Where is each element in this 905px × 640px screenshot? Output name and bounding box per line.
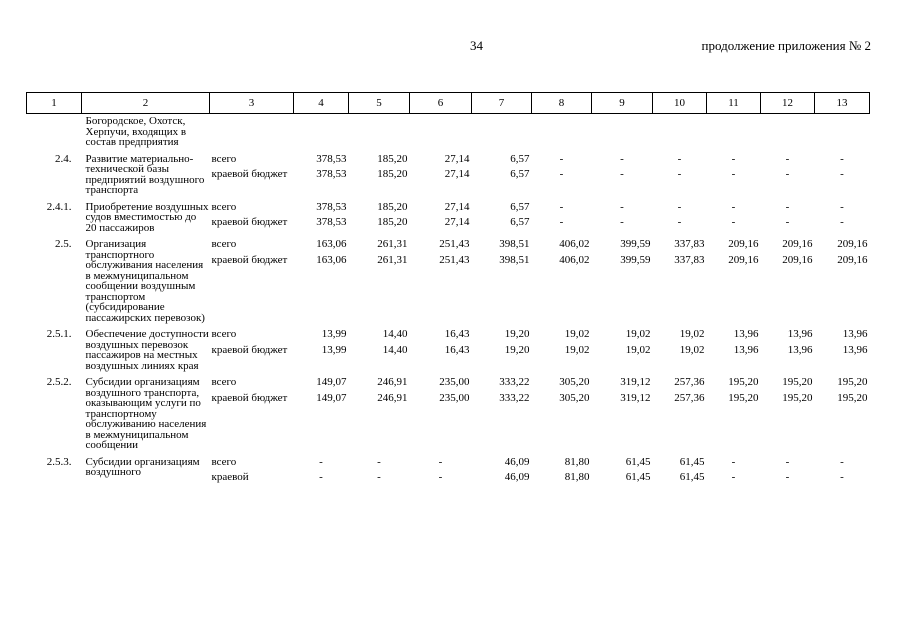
value: 261,31 [377,253,408,266]
column-header-6: 6 [410,93,472,114]
budget-table [26,92,870,483]
row-name: Богородское, Охотск, Херпучи, входящих в состав предприятия [85,115,187,148]
table-row [27,323,870,371]
value-cell [815,148,870,196]
value: 195,20 [837,376,868,388]
column-header-10: 10 [653,93,707,114]
table-row [27,148,870,196]
funding-source-label: краевой [211,471,249,483]
value: 209,16 [782,238,813,250]
value: 399,59 [620,253,651,266]
value-cell [761,148,815,196]
value: 81,80 [564,455,590,468]
value-cell [815,371,870,451]
value: 305,20 [559,376,590,388]
value-cell [294,451,349,483]
value-cell [294,233,349,323]
continuation-note: продолжение приложения № 2 [701,38,871,53]
value-cell [761,451,815,483]
value-cell [532,233,592,323]
value-cell [653,451,707,483]
value: - [840,455,844,468]
value: 185,20 [377,216,408,228]
value: - [438,455,443,468]
value: - [677,168,682,180]
value-cell [815,233,870,323]
value: 333,22 [499,376,530,388]
row-number: 2.5.3. [46,455,72,468]
value: 19,02 [564,343,590,356]
value-cell [592,233,653,323]
value: 163,06 [316,238,347,250]
value: - [620,216,624,228]
value: 61,45 [679,471,705,483]
value: - [559,152,564,165]
value-cell [815,196,870,234]
value: - [840,152,844,165]
value-cell [707,196,761,234]
value: 13,96 [787,328,813,340]
value: 19,20 [504,328,530,340]
value: - [840,216,844,228]
value-cell [294,371,349,451]
header-row [27,93,870,114]
value-cell [815,323,870,371]
value-cell [707,371,761,451]
value: 185,20 [377,152,408,165]
value: 149,07 [316,376,347,388]
value: 81,80 [564,471,590,483]
value: - [731,168,736,180]
column-header-7: 7 [472,93,532,114]
row-name: Развитие материально-технической базы предприятий воздушного транспорта [85,152,205,196]
row-number: 2.4.1. [46,200,72,213]
row-number: 2.4. [55,152,72,165]
row-name: Субсидии организациям воздушного транспорта, оказывающим услуги по транспортному обслуживанию населения в межмуниципальном сообщении [85,376,207,451]
value: 16,43 [444,328,470,340]
funding-source-label: всего [211,152,237,165]
value: 246,91 [377,391,408,404]
value-cell [761,233,815,323]
value: - [731,152,736,165]
value-cell [532,196,592,234]
funding-source-label: всего [211,328,237,340]
value: 13,96 [733,343,759,356]
funding-source [210,371,294,451]
value-cell [410,196,472,234]
value-cell [472,323,532,371]
value-cell [410,148,472,196]
value: 16,43 [444,343,470,356]
value: 406,02 [559,238,590,250]
value-cell [410,233,472,323]
value: 163,06 [316,253,347,266]
column-header-1: 1 [27,93,82,114]
value: 195,20 [782,391,813,404]
value-cell [653,233,707,323]
value: - [785,471,790,483]
value-cell [592,323,653,371]
value: - [319,455,323,468]
column-header-13: 13 [815,93,870,114]
value: - [559,200,564,213]
value: 13,99 [321,343,347,356]
value: 6,57 [510,152,530,165]
table-row [27,196,870,234]
value: 6,57 [510,216,530,228]
value: 61,45 [679,455,705,468]
value: 398,51 [499,253,530,266]
value: - [840,471,844,483]
value-cell [472,148,532,196]
value: 19,02 [625,328,651,340]
value: 235,00 [439,391,470,404]
value: 399,59 [620,238,651,250]
table-row [27,371,870,451]
value: - [377,455,381,468]
column-header-9: 9 [592,93,653,114]
value: 378,53 [316,168,347,180]
funding-source [210,451,294,483]
value-cell [532,148,592,196]
funding-source-label: всего [211,238,237,250]
value-cell [349,233,410,323]
value: 209,16 [837,253,868,266]
value: 195,20 [728,376,759,388]
value-cell [707,451,761,483]
value-cell [761,323,815,371]
value: 27,14 [444,200,470,213]
value: - [731,200,736,213]
value: - [785,455,790,468]
value-cell [653,323,707,371]
value-cell [294,323,349,371]
value-cell [707,233,761,323]
column-header-12: 12 [761,93,815,114]
value: 19,02 [625,343,651,356]
column-header-5: 5 [349,93,410,114]
value: 319,12 [620,376,651,388]
value: 14,40 [382,328,408,340]
value: 19,20 [504,343,530,356]
value: - [840,168,844,180]
value: 251,43 [439,253,470,266]
value: 246,91 [377,376,408,388]
value: 185,20 [377,200,408,213]
value: 46,09 [504,471,530,483]
value: 13,96 [733,328,759,340]
value-cell [349,196,410,234]
value-cell [707,323,761,371]
value: 257,36 [674,391,705,404]
funding-source-label: краевой бюджет [211,216,288,228]
value: 149,07 [316,391,347,404]
value-cell [532,323,592,371]
value: 61,45 [625,471,651,483]
page-number: 34 [470,38,483,53]
value: 305,20 [559,391,590,404]
column-header-2: 2 [82,93,210,114]
table-header [27,93,870,114]
value: 398,51 [499,238,530,250]
value: 257,36 [674,376,705,388]
value: 13,96 [842,343,868,356]
row-name: Обеспечение доступности воздушных перевозок пассажиров на местных воздушных линиях края [85,328,209,372]
value-cell [294,148,349,196]
value-cell [472,233,532,323]
value: 14,40 [382,343,408,356]
value-cell [410,323,472,371]
value-cell [761,196,815,234]
value-cell [532,371,592,451]
value: 261,31 [377,238,408,250]
value: - [319,471,323,483]
value-cell [349,451,410,483]
value-cell [592,196,653,234]
value: 27,14 [444,168,470,180]
value-cell [472,451,532,483]
table-row [27,114,870,148]
value: 251,43 [439,238,470,250]
row-name: Организация транспортного обслуживания населения в межмуниципальном сообщении воздушным транспортом (субсидирование пассажирских перевозок) [85,238,205,324]
funding-source-label: всего [211,455,237,468]
table-row [27,233,870,323]
row-number: 2.5. [55,238,72,250]
value: - [559,216,564,228]
value: - [840,200,844,213]
value-cell [592,371,653,451]
value: 6,57 [510,200,530,213]
value-cell [761,371,815,451]
value-cell [349,371,410,451]
value: - [377,471,381,483]
value: - [677,200,682,213]
value: 378,53 [316,200,347,213]
column-header-4: 4 [294,93,349,114]
row-number: 2.5.2. [46,376,72,388]
column-header-11: 11 [707,93,761,114]
value: - [785,152,790,165]
funding-source-label: краевой бюджет [211,168,288,180]
value-cell [653,196,707,234]
row-number: 2.5.1. [46,328,72,340]
value: 337,83 [674,253,705,266]
value: - [731,455,736,468]
value: - [620,200,624,213]
value: - [785,168,790,180]
table-row [27,451,870,483]
value: 27,14 [444,216,470,228]
value: 195,20 [782,376,813,388]
value: 19,02 [679,343,705,356]
value: - [785,200,790,213]
value: 209,16 [782,253,813,266]
value: 319,12 [620,391,651,404]
value-cell [410,451,472,483]
value: 406,02 [559,253,590,266]
funding-source-label: краевой бюджет [211,343,288,356]
value-cell [592,148,653,196]
value: 378,53 [316,216,347,228]
value-cell [472,196,532,234]
value-cell [349,148,410,196]
value: 235,00 [439,376,470,388]
value: 209,16 [837,238,868,250]
value: 6,57 [510,168,530,180]
table-body [27,114,870,483]
value: 13,96 [842,328,868,340]
value: 195,20 [728,391,759,404]
funding-source [210,148,294,196]
value: - [731,216,736,228]
column-header-8: 8 [532,93,592,114]
value-cell [653,371,707,451]
value: - [677,216,682,228]
funding-source-label: краевой бюджет [211,391,288,404]
value-cell [410,371,472,451]
value-cell [532,451,592,483]
value-cell [707,148,761,196]
funding-source-label: краевой бюджет [211,253,288,266]
row-name: Субсидии организациям воздушного [85,455,200,478]
value: 19,02 [564,328,590,340]
value: 333,22 [499,391,530,404]
value-cell [294,196,349,234]
value: 209,16 [728,238,759,250]
value: 13,99 [321,328,347,340]
funding-source [210,323,294,371]
value: - [677,152,682,165]
funding-source-label: всего [211,200,237,213]
funding-source [210,196,294,234]
value-cell [472,371,532,451]
value: 19,02 [679,328,705,340]
value: 61,45 [625,455,651,468]
value: 209,16 [728,253,759,266]
value-cell [653,148,707,196]
value: 195,20 [837,391,868,404]
value: 27,14 [444,152,470,165]
value: 337,83 [674,238,705,250]
value: - [620,168,624,180]
value: 46,09 [504,455,530,468]
value: - [559,168,564,180]
value: 378,53 [316,152,347,165]
column-header-3: 3 [210,93,294,114]
value: 185,20 [377,168,408,180]
value: - [785,216,790,228]
value: 13,96 [787,343,813,356]
row-name: Приобретение воздушных судов вместимостью до 20 пассажиров [85,200,209,234]
funding-source [210,233,294,323]
value: - [731,471,736,483]
funding-source-label: всего [211,376,237,388]
value-cell [349,323,410,371]
value: - [438,471,443,483]
value: - [620,152,624,165]
value-cell [592,451,653,483]
value-cell [815,451,870,483]
